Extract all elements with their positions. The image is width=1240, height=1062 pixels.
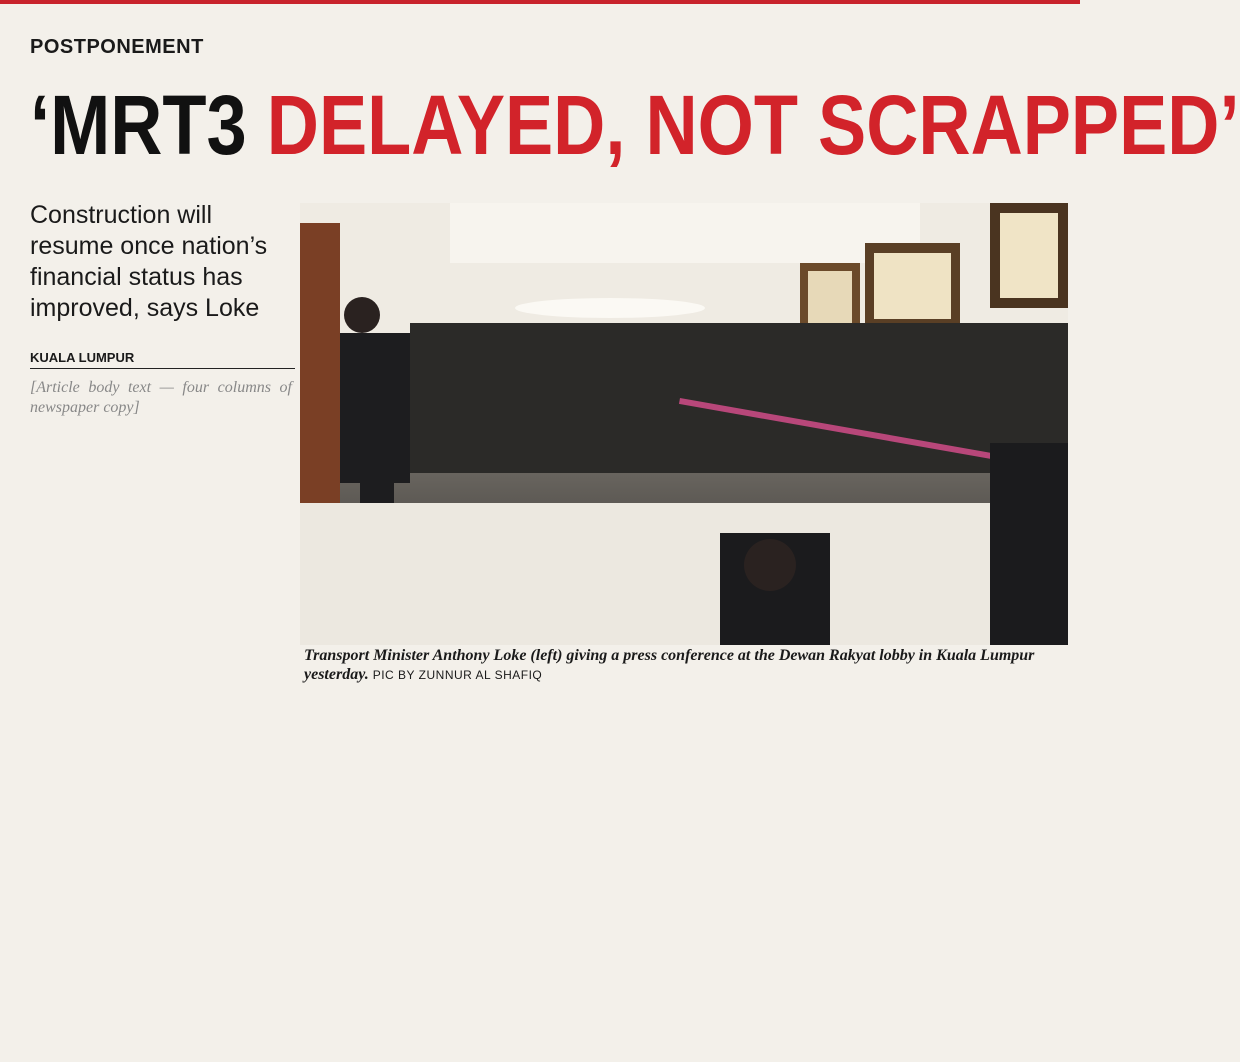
article-column-1: [30, 378, 292, 426]
caption-text: Transport Minister Anthony Loke (left) giving a press conference at the Dewan Rakyat lobby in Kuala Lumpur yesterday.: [304, 647, 1035, 683]
headline-red: DELAYED, NOT SCRAPPED’: [266, 78, 1240, 172]
section-kicker: POSTPONEMENT: [30, 36, 204, 58]
photo-caption: [304, 646, 1070, 685]
article-placeholder: [Article body text — four columns of newspaper copy]: [30, 379, 292, 416]
photo-credit: PIC BY ZUNNUR AL SHAFIQ: [372, 668, 543, 682]
standfirst: Construction will resume once nation’s financial status has improved, says Loke: [30, 201, 268, 322]
dateline: KUALA LUMPUR: [30, 350, 295, 369]
photo-illustration: [300, 203, 1068, 645]
headline-black: ‘MRT3: [30, 78, 247, 172]
top-rule: [0, 0, 1080, 4]
headline: [30, 70, 1240, 180]
press-conference-photo: [300, 203, 1068, 645]
